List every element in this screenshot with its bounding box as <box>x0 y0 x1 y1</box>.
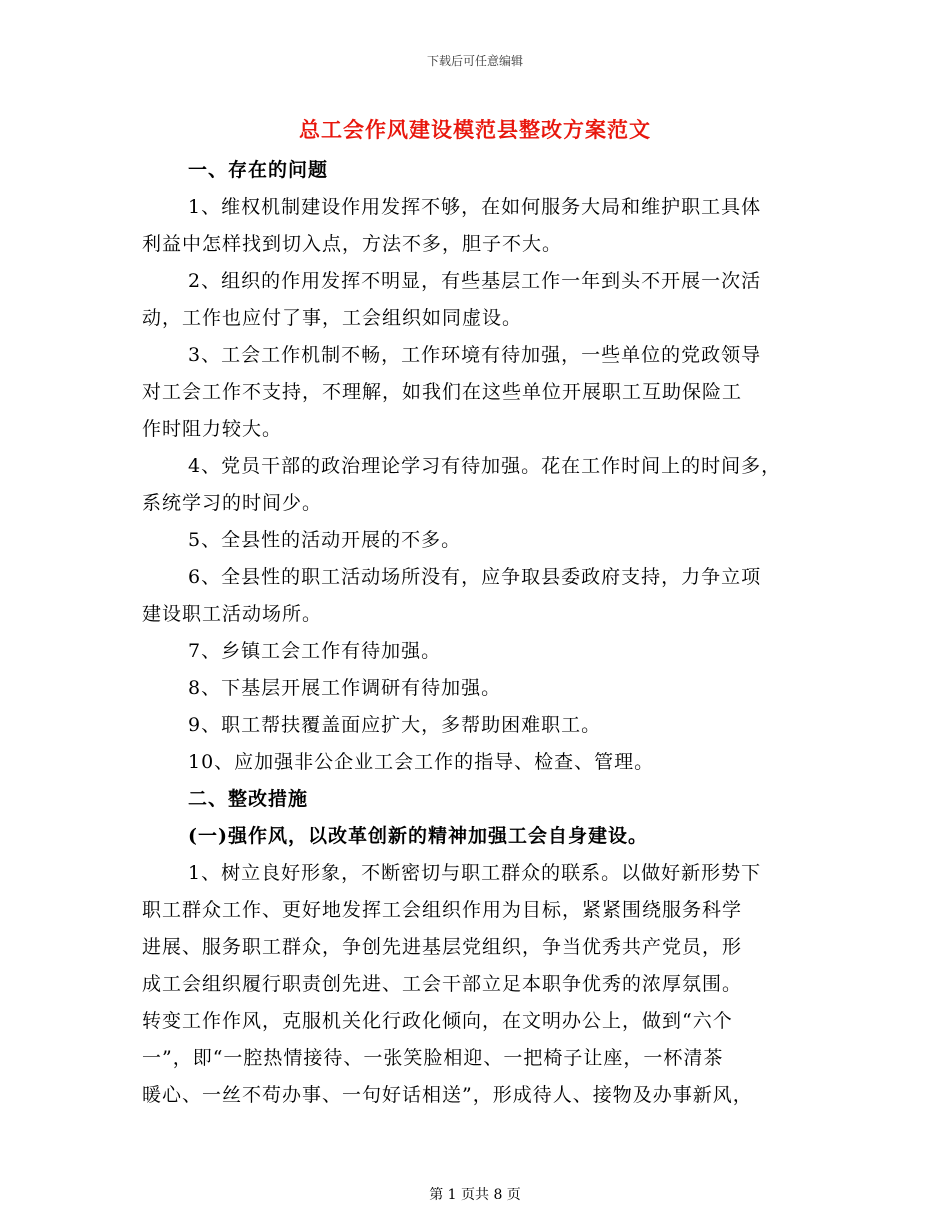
body-text-line: 进展、服务职工群众，争创先进基层党组织，争当优秀共产党员，形 <box>142 936 743 958</box>
body-text-line: 1、维权机制建设作用发挥不够，在如何服务大局和维护职工具体 <box>188 196 762 218</box>
section-heading: 一、存在的问题 <box>188 159 329 181</box>
body-text-line: 转变工作作风，克服机关化行政化倾向，在文明办公上，做到“六个 <box>142 1010 733 1032</box>
body-text-line: 8、下基层开展工作调研有待加强。 <box>188 677 502 699</box>
document-title: 总工会作风建设模范县整改方案范文 <box>299 117 651 142</box>
body-text-line: 5、全县性的活动开展的不多。 <box>188 529 462 551</box>
body-text-line: 4、党员干部的政治理论学习有待加强。花在工作时间上的时间多， <box>188 455 782 477</box>
body-text-line: 1、树立良好形象，不断密切与职工群众的联系。以做好新形势下 <box>188 862 762 884</box>
body-text-line: 2、组织的作用发挥不明显，有些基层工作一年到头不开展一次活 <box>188 270 762 292</box>
body-text-line: 作时阻力较大。 <box>142 418 283 440</box>
body-text-line: 7、乡镇工会工作有待加强。 <box>188 640 442 662</box>
body-text-line: 职工群众工作、更好地发挥工会组织作用为目标，紧紧围绕服务科学 <box>142 899 743 921</box>
body-text-line: 6、全县性的职工活动场所没有，应争取县委政府支持，力争立项 <box>188 566 762 588</box>
body-text-line: 3、工会工作机制不畅，工作环境有待加强，一些单位的党政领导 <box>188 344 762 366</box>
document-body <box>142 152 822 1114</box>
body-text-line: 10、应加强非公企业工会工作的指导、检查、管理。 <box>188 751 655 773</box>
body-text-line: 建设职工活动场所。 <box>142 603 323 625</box>
body-text-line: 对工会工作不支持，不理解，如我们在这些单位开展职工互助保险工 <box>142 381 743 403</box>
body-text-line: 暖心、一丝不苟办事、一句好话相送”，形成待人、接物及办事新风， <box>142 1084 753 1106</box>
body-text-line: 一”，即“一腔热情接待、一张笑脸相迎、一把椅子让座，一杯清茶 <box>142 1047 724 1069</box>
body-text-line: 动，工作也应付了事，工会组织如同虚设。 <box>142 307 523 329</box>
section-heading: (一)强作风，以改革创新的精神加强工会自身建设。 <box>188 825 648 847</box>
body-text-line: 利益中怎样找到切入点，方法不多，胆子不大。 <box>142 233 563 255</box>
body-text-line: 系统学习的时间少。 <box>142 492 323 514</box>
section-heading: 二、整改措施 <box>188 788 309 810</box>
body-text-line: 成工会组织履行职责创先进、工会干部立足本职争优秀的浓厚氛围。 <box>142 973 743 995</box>
header-note: 下载后可任意编辑 <box>426 54 523 68</box>
page-footer: 第 1 页共 8 页 <box>429 1187 521 1203</box>
body-text-line: 9、职工帮扶覆盖面应扩大，多帮助困难职工。 <box>188 714 602 736</box>
